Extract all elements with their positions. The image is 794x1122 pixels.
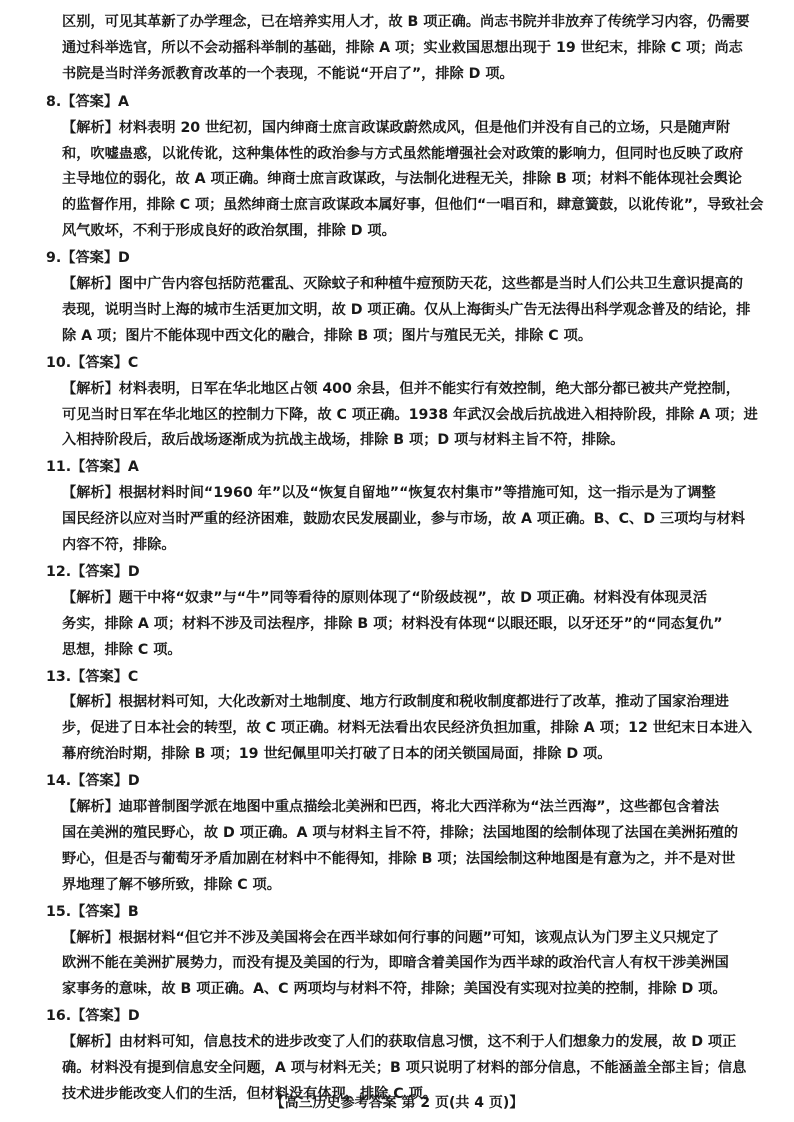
explanation-line: 野心，但是否与葡萄牙矛盾加剧在材料中不能得知，排除 B 项；法国绘制这种地图是有意为之，并不是对世 bbox=[62, 850, 736, 867]
explanation-line: 【解析】由材料可知，信息技术的进步改变了人们的获取信息习惯，这不利于人们想象力的发展，故 D 项正 bbox=[62, 1034, 737, 1051]
intro-line: 书院是当时洋务派教育改革的一个表现，不能说“开启了”，排除 D 项。 bbox=[62, 65, 514, 82]
explanation-line: 【解析】迪耶普制图学派在地图中重点描绘北美洲和巴西，将北大西洋称为“法兰西海”，这些都包含着法 bbox=[62, 799, 720, 815]
explanation-line: 风气败坏，不利于形成良好的政治氛围，排除 D 项。 bbox=[62, 223, 396, 240]
answer-key: 16.【答案】D bbox=[46, 1008, 140, 1025]
explanation-line: 【解析】根据材料可知，大化改新对土地制度、地方行政制度和税收制度都进行了改革，推动了国家治理进 bbox=[62, 694, 729, 711]
explanation-line: 的监督作用，排除 C 项；虽然绅商士庶言政谋政本属好事，但他们“一唱百和，肆意簧鼓，以讹传讹”，导致社会 bbox=[62, 197, 764, 214]
explanation-line: 主导地位的弱化，故 A 项正确。绅商士庶言政谋政，与法制化进程无关，排除 B 项；材料不能体现社会舆论 bbox=[62, 171, 742, 188]
answer-key: 12.【答案】D bbox=[46, 563, 140, 580]
explanation-line: 【解析】图中广告内容包括防范霍乱、灭除蚊子和种植牛痘预防天花，这些都是当时人们公共卫生意识提高的 bbox=[62, 276, 744, 292]
explanation-line: 入相持阶段后，敌后战场逐渐成为抗战主战场，排除 B 项；D 项与材料主旨不符，排除。 bbox=[62, 432, 625, 449]
explanation-line: 技术进步能改变人们的生活，但材料没有体现，排除 C 项。 bbox=[62, 1085, 437, 1102]
explanation-line: 【解析】根据材料“但它并不涉及美国将会在西半球如何行事的问题”可知，该观点认为门罗主义只规定了 bbox=[62, 929, 720, 946]
answer-key: 10.【答案】C bbox=[46, 354, 139, 371]
explanation-line: 思想，排除 C 项。 bbox=[62, 641, 182, 658]
explanation-line: 国民经济以应对当时严重的经济困难，鼓励农民发展副业，参与市场，故 A 项正确。B、C、D 三项均与材料 bbox=[62, 511, 746, 528]
explanation-line: 幕府统治时期，排除 B 项；19 世纪佩里叩关打破了日本的闭关锁国局面，排除 D 项。 bbox=[62, 746, 612, 763]
answer-key: 8.【答案】A bbox=[46, 93, 129, 110]
answer-key: 13.【答案】C bbox=[46, 668, 139, 685]
page-footer: 【高三历史参考答案 第 2 页(共 4 页)】 bbox=[270, 1095, 524, 1111]
answer-key: 9.【答案】D bbox=[46, 250, 130, 267]
answer-key: 15.【答案】B bbox=[46, 903, 139, 920]
explanation-line: 【解析】根据材料时间“1960 年”以及“恢复自留地”“恢复农村集市”等措施可知，这一指示是为了调整 bbox=[62, 485, 716, 502]
explanation-line: 内容不符，排除。 bbox=[62, 537, 176, 553]
explanation-line: 步，促进了日本社会的转型，故 C 项正确。材料无法看出农民经济负担加重，排除 A 项；12 世纪末日本进入 bbox=[62, 720, 753, 737]
explanation-line: 欧洲不能在美洲扩展势力，而没有提及美国的行为，即暗含着美国作为西半球的政治代言人有权干涉美洲国 bbox=[62, 955, 729, 972]
explanation-line: 界地理了解不够所致，排除 C 项。 bbox=[62, 876, 281, 893]
explanation-line: 国在美洲的殖民野心，故 D 项正确。A 项与材料主旨不符，排除；法国地图的绘制体现了法国在美洲拓殖的 bbox=[62, 824, 739, 841]
explanation-line: 务实，排除 A 项；材料不涉及司法程序，排除 B 项；材料没有体现“以眼还眼，以牙还牙”的“同态复仇” bbox=[62, 615, 723, 632]
answer-key: 14.【答案】D bbox=[46, 773, 140, 790]
answer-key: 11.【答案】A bbox=[46, 459, 139, 476]
explanation-line: 和，吹嘘蛊惑，以讹传讹，这种集体性的政治参与方式虽然能增强社会对政策的影响力，但同时也反映了政府 bbox=[62, 145, 744, 162]
explanation-line: 表现，说明当时上海的城市生活更加文明，故 D 项正确。仅从上海街头广告无法得出科学观念普及的结论，排 bbox=[62, 301, 751, 318]
explanation-line: 【解析】题干中将“奴隶”与“牛”同等看待的原则体现了“阶级歧视”，故 D 项正确。材料没有体现灵活 bbox=[62, 589, 708, 606]
explanation-line: 家事务的意味，故 B 项正确。A、C 两项均与材料不符，排除；美国没有实现对拉美的控制，排除 D 项。 bbox=[62, 981, 727, 998]
intro-line: 通过科举选官，所以不会动摇科举制的基础，排除 A 项；实业救国思想出现于 19 世纪末，排除 C 项；尚志 bbox=[62, 39, 743, 56]
explanation-line: 可见当时日军在华北地区的控制力下降，故 C 项正确。1938 年武汉会战后抗战进入相持阶段，排除 A 项；进 bbox=[62, 406, 758, 423]
explanation-line: 【解析】材料表明 20 世纪初，国内绅商士庶言政谋政蔚然成风，但是他们并没有自己的立场，只是随声附 bbox=[62, 119, 731, 136]
intro-line: 区别，可见其革新了办学理念，已在培养实用人才，故 B 项正确。尚志书院并非放弃了传统学习内容，仍需要 bbox=[62, 14, 750, 30]
explanation-line: 确。材料没有提到信息安全问题，A 项与材料无关；B 项只说明了材料的部分信息，不能涵盖全部主旨；信息 bbox=[62, 1060, 747, 1076]
explanation-line: 除 A 项；图片不能体现中西文化的融合，排除 B 项；图片与殖民无关，排除 C 项。 bbox=[62, 327, 593, 344]
explanation-line: 【解析】材料表明，日军在华北地区占领 400 余县，但并不能实行有效控制，绝大部分都已被共产党控制， bbox=[62, 380, 740, 397]
